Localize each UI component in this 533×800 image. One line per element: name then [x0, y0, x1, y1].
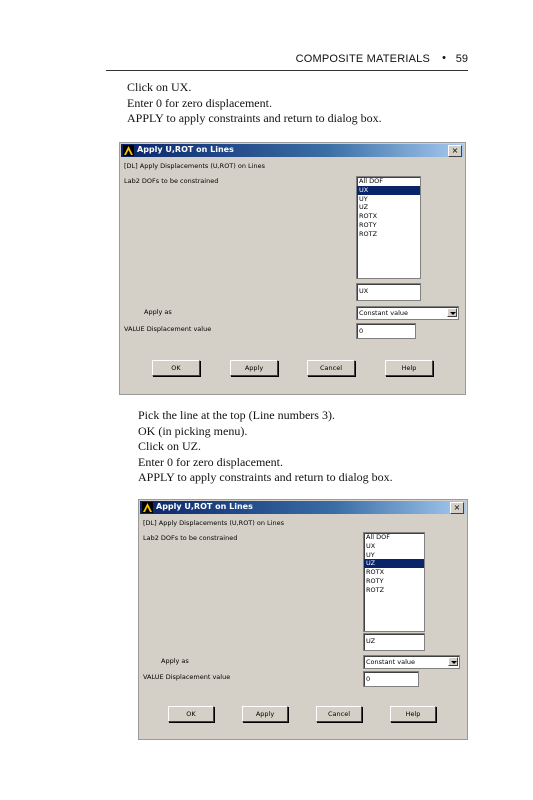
ok-button[interactable]: OK — [152, 360, 200, 376]
help-button[interactable]: Help — [390, 706, 436, 722]
dof-option-roty[interactable]: ROTY — [366, 576, 384, 585]
lab2-label: Lab2 DOFs to be constrained — [124, 177, 219, 185]
dof-option-uz[interactable]: UZ — [364, 559, 424, 568]
apply-as-value: Constant value — [359, 309, 409, 317]
close-icon[interactable]: × — [450, 502, 464, 514]
apply-button[interactable]: Apply — [242, 706, 288, 722]
apply-as-dropdown[interactable] — [356, 306, 459, 320]
apply-u-rot-dialog-1 — [119, 142, 466, 395]
ansys-logo-icon — [142, 502, 153, 513]
chevron-down-icon[interactable] — [448, 657, 458, 666]
instruction-line: Click on UX. — [127, 80, 192, 94]
dialog-titlebar — [121, 144, 464, 157]
dof-listbox[interactable] — [363, 532, 425, 632]
dof-option-rotz[interactable]: ROTZ — [366, 585, 385, 594]
dof-listbox[interactable] — [356, 176, 421, 279]
instructions-2 — [138, 408, 393, 486]
cancel-button[interactable]: Cancel — [307, 360, 355, 376]
displacement-value-input[interactable]: 0 — [356, 323, 416, 339]
chevron-down-icon[interactable] — [447, 308, 457, 317]
dof-option-all[interactable]: All DOF — [359, 177, 383, 185]
dof-option-uy[interactable]: UY — [366, 550, 375, 559]
instructions-1 — [127, 80, 382, 127]
dialog-header: [DL] Apply Displacements (U,ROT) on Lines — [143, 519, 284, 527]
dialog-title: Apply U,ROT on Lines — [156, 502, 253, 511]
cancel-button[interactable]: Cancel — [316, 706, 362, 722]
dof-option-rotx[interactable]: ROTX — [359, 212, 378, 221]
value-label: VALUE Displacement value — [124, 325, 212, 333]
running-head — [106, 50, 468, 71]
apply-as-value: Constant value — [366, 658, 416, 666]
help-button[interactable]: Help — [385, 360, 433, 376]
dof-option-rotx[interactable]: ROTX — [366, 568, 385, 577]
lab2-label: Lab2 DOFs to be constrained — [143, 534, 238, 542]
dialog-title: Apply U,ROT on Lines — [137, 145, 234, 154]
dof-selection-field[interactable]: UX — [356, 283, 421, 301]
running-head-bullet: • — [442, 52, 446, 64]
ansys-logo-icon — [123, 145, 134, 156]
dof-option-rotz[interactable]: ROTZ — [359, 229, 378, 238]
dof-option-uz[interactable]: UZ — [359, 203, 369, 212]
apply-u-rot-dialog-2 — [138, 499, 468, 740]
displacement-value-input[interactable]: 0 — [363, 671, 419, 687]
instruction-line: APPLY to apply constraints and return to dialog box. — [138, 470, 393, 484]
instruction-line: OK (in picking menu). — [138, 423, 248, 438]
dof-option-all[interactable]: All DOF — [366, 533, 390, 541]
close-icon[interactable]: × — [448, 145, 462, 157]
instruction-line: APPLY to apply constraints and return to dialog box. — [127, 111, 382, 125]
dialog-header: [DL] Apply Displacements (U,ROT) on Lines — [124, 162, 265, 170]
instruction-line: Pick the line at the top (Line numbers 3). — [138, 408, 335, 422]
apply-as-dropdown[interactable] — [363, 655, 460, 669]
apply-as-label: Apply as — [161, 657, 189, 665]
ok-button[interactable]: OK — [168, 706, 214, 722]
apply-button[interactable]: Apply — [230, 360, 278, 376]
dof-selection-field[interactable]: UZ — [363, 633, 425, 651]
dof-option-roty[interactable]: ROTY — [359, 220, 377, 229]
dof-option-ux[interactable]: UX — [357, 186, 420, 195]
dof-option-uy[interactable]: UY — [359, 194, 368, 203]
value-label: VALUE Displacement value — [143, 673, 231, 681]
instruction-line: Click on UZ. — [138, 439, 201, 453]
running-head-title: COMPOSITE MATERIALS — [295, 53, 430, 65]
instruction-line: Enter 0 for zero displacement. — [127, 95, 272, 110]
dof-option-ux[interactable]: UX — [366, 541, 376, 550]
instruction-line: Enter 0 for zero displacement. — [138, 454, 283, 469]
dialog-titlebar — [140, 501, 466, 514]
page-number: 59 — [455, 53, 468, 65]
apply-as-label: Apply as — [144, 308, 172, 316]
